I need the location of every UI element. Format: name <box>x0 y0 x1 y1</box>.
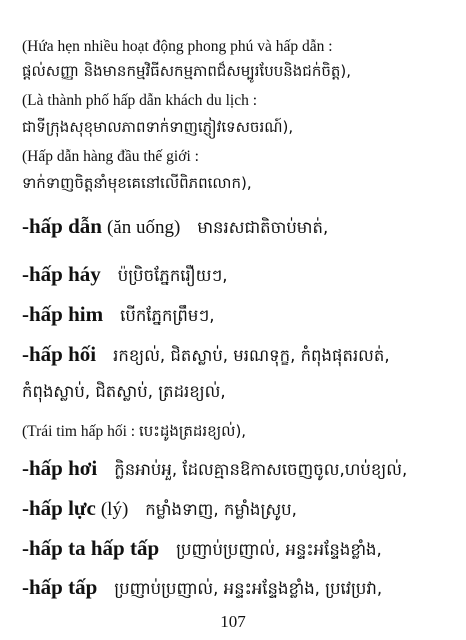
example-vi-line: (Hứa hẹn nhiều hoạt động phong phú và hấp dẫn : <box>22 38 333 55</box>
page-number: 107 <box>220 612 246 631</box>
example-vi: (Trái tim hấp hối : <box>22 423 136 440</box>
definition: រកខ្យល់, ជិតស្លាប់, មរណទុក្ខ, កំពុងផុតរលត់, <box>113 346 390 365</box>
definition: ប្រញាប់ប្រញាល់, អន្ទះអន្ទែងខ្លាំង, <box>176 540 382 559</box>
entry-hap-tap <box>22 575 382 603</box>
headword: -hấp hơi <box>22 456 98 480</box>
headword: -hấp ta hấp tấp <box>22 536 160 560</box>
example-line <box>22 422 246 444</box>
definition: ក្លិនអាប់អួ, ដែលគ្មានឱកាសចេញចូល,ហប់ខ្យល់, <box>114 460 408 479</box>
headword: -hấp tấp <box>22 575 98 599</box>
entry-hap-him <box>22 302 214 330</box>
entry-hap-luc <box>22 496 297 524</box>
entry-hap-hay <box>22 262 228 290</box>
usage-note: (ăn uống) <box>106 217 181 238</box>
example-km-line: ផ្ដល់សញ្ញា និងមានកម្មវិធីសកម្មភាពជ៏សម្បូរបែបនិងជក់ចិត្ត), <box>22 62 352 80</box>
entry-hap-dan <box>22 214 328 242</box>
entry-hap-hoi-2 <box>22 456 407 484</box>
example-vi-line: (Hấp dẫn hàng đầu thế giới : <box>22 148 199 165</box>
headword: -hấp lực <box>22 496 96 520</box>
definition: កម្លាំងទាញ, កម្លាំងស្រូប, <box>145 500 297 519</box>
example-km: បេះដូងត្រដរខ្យល់), <box>138 422 247 440</box>
usage-note: (lý) <box>100 499 129 520</box>
headword: -hấp dẫn <box>22 214 102 238</box>
example-km-line: ជាទីក្រុងសុខុមាលភាពទាក់ទាញភ្ញៀវទេសចរណ៍), <box>22 118 294 136</box>
headword: -hấp háy <box>22 262 101 286</box>
definition: ប្រញាប់ប្រញាល់, អន្ទះអន្ទែងខ្លាំង, ប្រវេប្រវា, <box>114 579 383 598</box>
headword: -hấp hối <box>22 342 97 366</box>
headword: -hấp him <box>22 302 104 326</box>
definition: ប៉ប្រិចភ្នែករឿយៗ, <box>117 266 228 285</box>
example-vi-line: (Là thành phố hấp dẫn khách du lịch : <box>22 92 258 109</box>
definition: មានរសជាតិចាប់មាត់, <box>197 218 329 237</box>
entry-hap-hoi <box>22 342 390 370</box>
example-km-line: ទាក់ទាញចិត្តនាំមុខគេនៅលើពិភពលោក), <box>22 174 252 192</box>
definition-continuation: កំពុងស្លាប់, ជិតស្លាប់, ត្រដរខ្យល់, <box>22 382 226 401</box>
entry-hap-ta-hap-tap <box>22 536 382 564</box>
definition: បើកភ្នែកព្រឹមៗ, <box>120 306 215 325</box>
